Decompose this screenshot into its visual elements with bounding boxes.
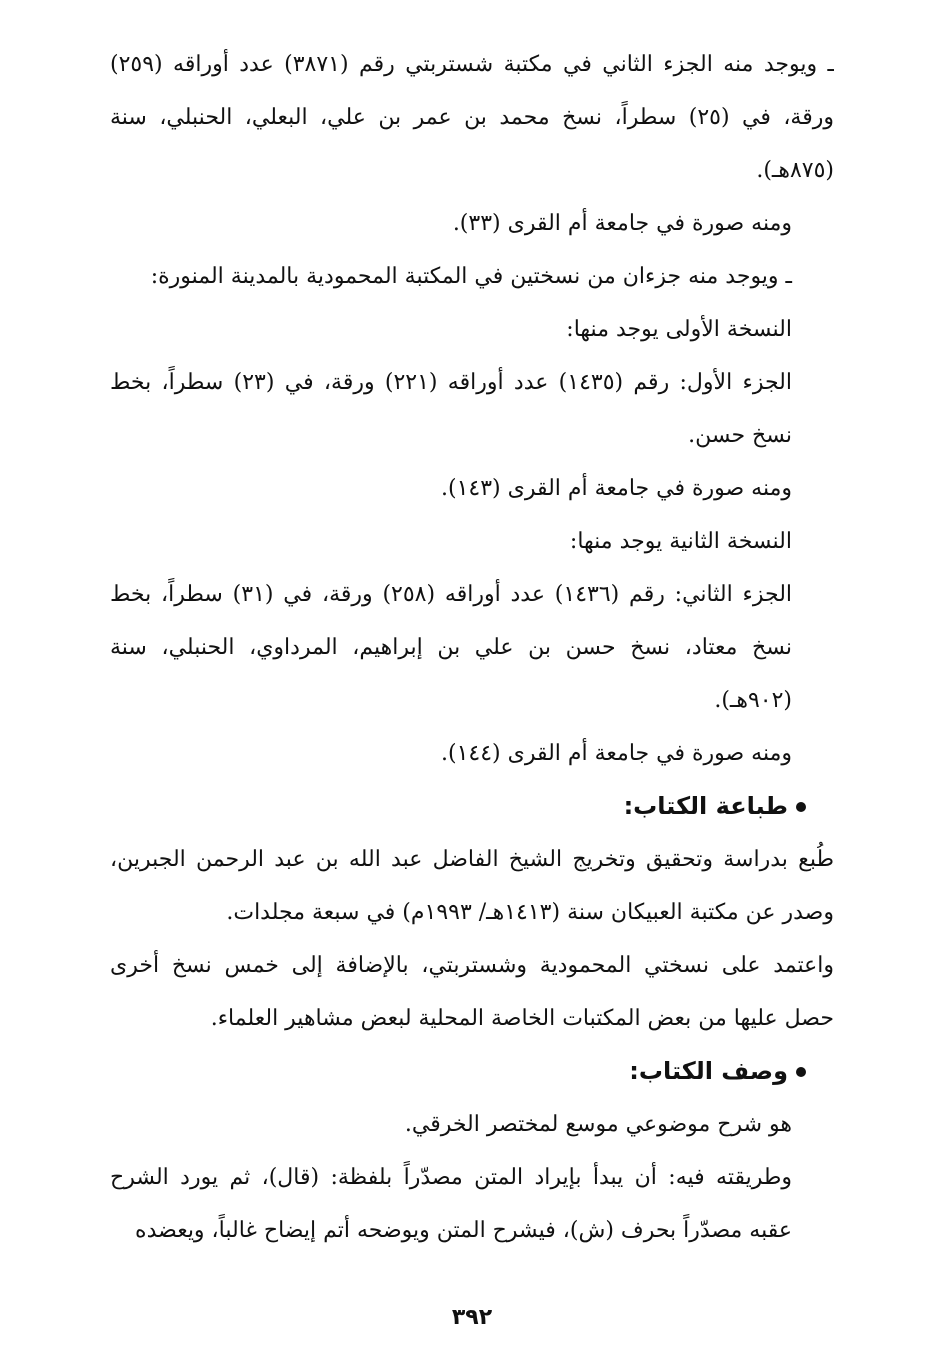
paragraph-book-nature: هو شرح موضوعي موسع لمختصر الخرقي. — [404, 1112, 792, 1137]
bullet-icon — [796, 802, 806, 812]
paragraph-copies-relied-upon: واعتمد على نسختي المحمودية وشستربتي، بالإضافة إلى خمس نسخ أخرى حصل عليها من بعض المكتبات الخاصة المحلية لبعض مشاهير العلماء. — [110, 953, 834, 1031]
section-heading-description — [110, 1045, 834, 1098]
paragraph-second-part-details: الجزء الثاني: رقم (١٤٣٦) عدد أوراقه (٢٥٨) ورقة، في (٣١) سطراً، بخط نسخ معتاد، نسخ حسن بن علي بن إبراهيم، المرداوي، الحنبلي، سنة (٩٠٢هـ). — [110, 582, 793, 713]
paragraph-umm-al-qura-photo-33: ومنه صورة في جامعة أم القرى (٣٣). — [452, 211, 792, 236]
heading-printing-text: طباعة الكتاب: — [623, 792, 788, 820]
paragraph-first-part-details: الجزء الأول: رقم (١٤٣٥) عدد أوراقه (٢٢١) ورقة، في (٢٣) سطراً، بخط نسخ حسن. — [110, 370, 792, 448]
paragraph-first-copy-label: النسخة الأولى يوجد منها: — [566, 317, 792, 342]
page-number: ٣٩٢ — [451, 1305, 493, 1330]
section-heading-printing — [110, 780, 834, 833]
paragraph-mahmudiyya-two-parts: ـ ويوجد منه جزءان من نسختين في المكتبة المحمودية بالمدينة المنورة: — [150, 264, 792, 289]
paragraph-second-copy-label: النسخة الثانية يوجد منها: — [569, 529, 792, 554]
paragraph-printing-details: طُبع بدراسة وتحقيق وتخريج الشيخ الفاضل عبد الله بن عبد الرحمن الجبرين، وصدر عن مكتبة العبيكان سنة (١٤١٣هـ/ ١٩٩٣م) في سبعة مجلدات. — [110, 847, 834, 925]
paragraph-umm-al-qura-photo-143: ومنه صورة في جامعة أم القرى (١٤٣). — [441, 476, 792, 501]
paragraph-umm-al-qura-photo-144: ومنه صورة في جامعة أم القرى (١٤٤). — [441, 741, 792, 766]
paragraph-shester-beatty-copy: ـ ويوجد منه الجزء الثاني في مكتبة شستربتي رقم (٣٨٧١) عدد أوراقه (٢٥٩) ورقة، في (٢٥) سطراً، نسخ محمد بن عمر بن علي، البعلي، الحنبلي، سنة (٨٧٥هـ). — [110, 52, 834, 183]
page-body — [110, 38, 834, 1288]
bullet-icon — [796, 1067, 806, 1077]
paragraph-method: وطريقته فيه: أن يبدأ بإيراد المتن مصدّراً بلفظة: (قال)، ثم يورد الشرح عقبه مصدّراً بحرف (ش)، فيشرح المتن ويوضحه أتم إيضاح غالباً، ويعضده — [110, 1165, 792, 1243]
heading-description-text: وصف الكتاب: — [629, 1057, 788, 1085]
